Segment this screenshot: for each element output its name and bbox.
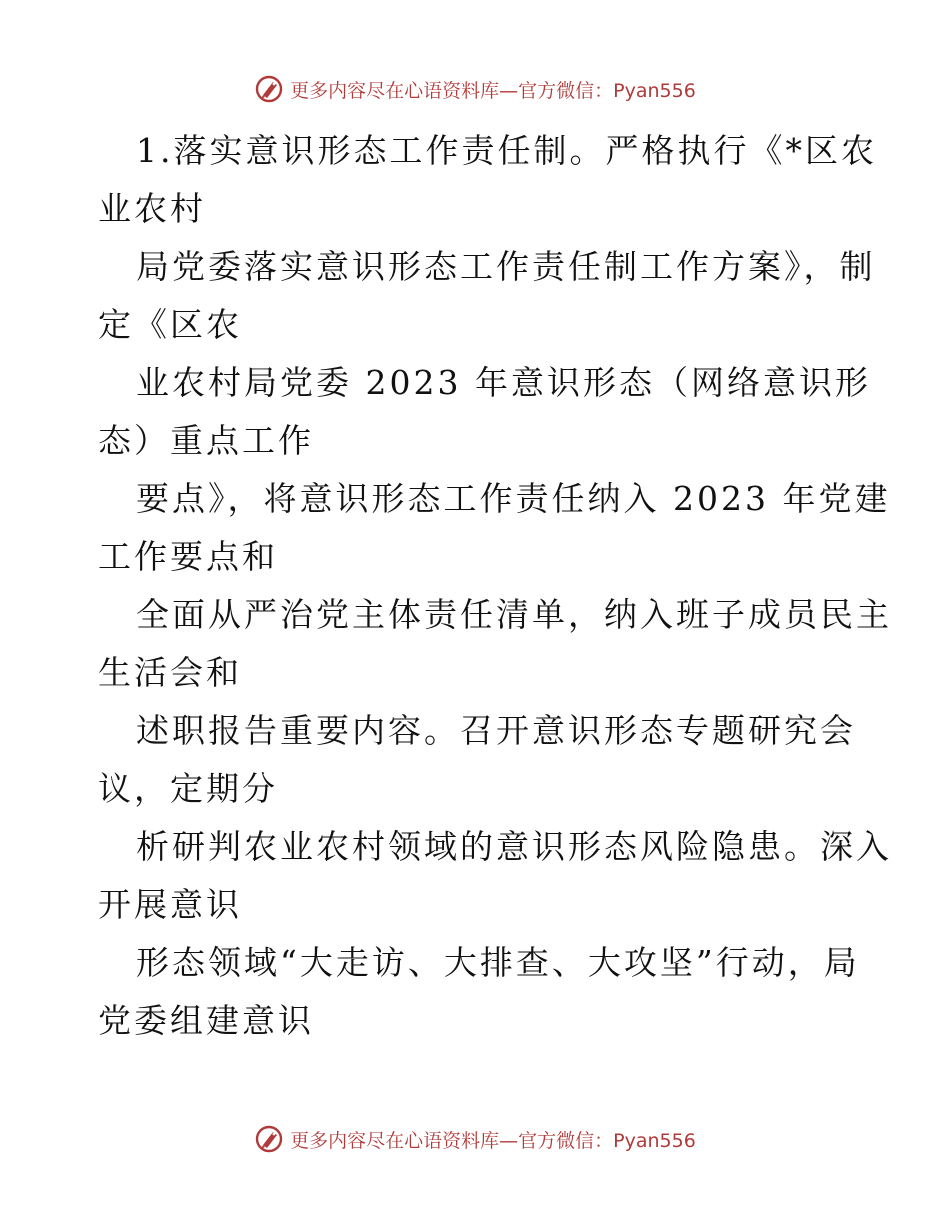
text-line: 定《区农 bbox=[98, 305, 242, 344]
text-line: 工作要点和 bbox=[98, 537, 278, 576]
footer-watermark bbox=[0, 1124, 950, 1154]
text-line: 开展意识 bbox=[98, 885, 242, 924]
text-line: 1.落实意识形态工作责任制。严格执行《*区农 bbox=[136, 131, 877, 170]
pen-nib-logo-icon bbox=[254, 1124, 284, 1154]
text-line: 党委组建意识 bbox=[98, 1001, 314, 1040]
text-line: 析研判农业农村领域的意识形态风险隐患。深入 bbox=[136, 827, 892, 866]
watermark-text: 更多内容尽在心语资料库—官方微信：Pyan556 bbox=[290, 79, 696, 102]
header-watermark bbox=[0, 74, 950, 104]
watermark-text: 更多内容尽在心语资料库—官方微信：Pyan556 bbox=[290, 1129, 696, 1152]
text-line: 要点》，将意识形态工作责任纳入 2023 年党建 bbox=[136, 479, 891, 518]
pen-nib-logo-icon bbox=[254, 74, 284, 104]
text-line: 业农村局党委 2023 年意识形态（网络意识形 bbox=[136, 363, 871, 402]
text-line: 局党委落实意识形态工作责任制工作方案》，制 bbox=[136, 247, 876, 286]
text-line: 述职报告重要内容。召开意识形态专题研究会 bbox=[136, 711, 856, 750]
text-line: 生活会和 bbox=[98, 653, 242, 692]
text-line: 态）重点工作 bbox=[98, 421, 314, 460]
text-line: 业农村 bbox=[98, 189, 206, 228]
document-body bbox=[98, 122, 892, 1050]
text-line: 全面从严治党主体责任清单，纳入班子成员民主 bbox=[136, 595, 892, 634]
text-line: 议，定期分 bbox=[98, 769, 278, 808]
text-line: 形态领域“大走访、大排查、大攻坚”行动，局 bbox=[136, 943, 860, 982]
